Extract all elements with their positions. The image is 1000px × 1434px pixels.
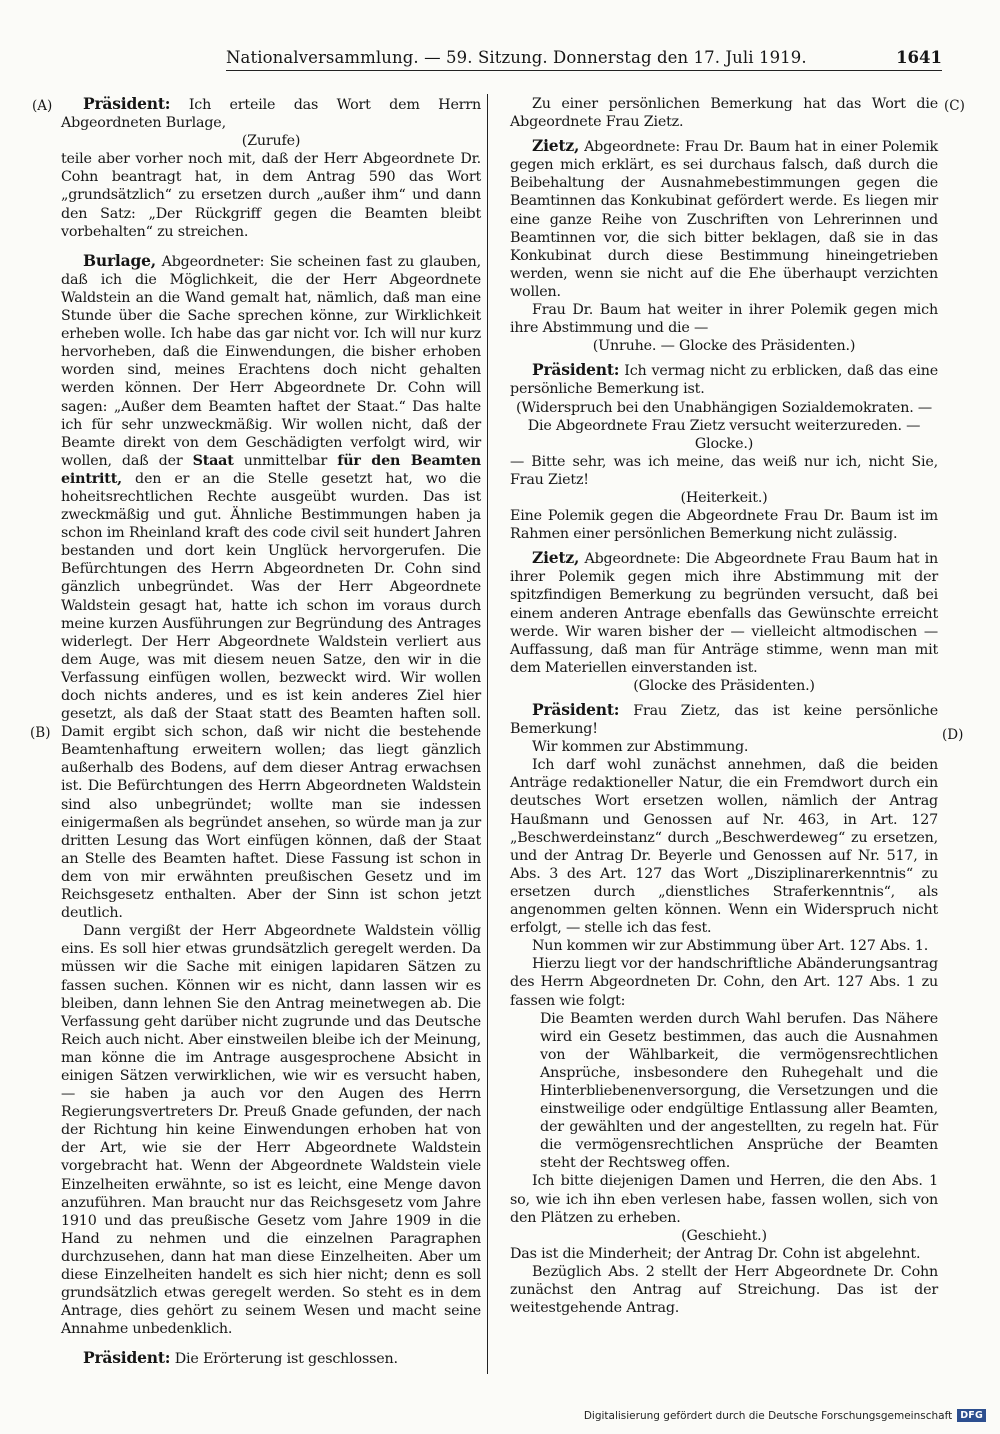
paragraph: Präsident: Ich vermag nicht zu erblicken, daß das eine persönliche Bemerkung ist. — [510, 360, 938, 398]
bold-emphasis: Staat — [192, 452, 234, 469]
bold-emphasis: für den Beamten eintritt, — [61, 452, 481, 487]
paragraph: Das ist die Minderheit; der Antrag Dr. Cohn ist abgelehnt. — [510, 1245, 921, 1262]
running-header — [226, 46, 942, 74]
stage-direction: (Geschieht.) — [681, 1227, 767, 1244]
paragraph: Frau Dr. Baum hat weiter in ihrer Polemik gegen mich ihre Abstimmung und die — — [510, 302, 938, 337]
header-rule — [226, 70, 942, 71]
stage-direction: (Heiterkeit.) — [680, 489, 768, 506]
paragraph: Zietz, Abgeordnete: Die Abgeordnete Frau Baum hat in ihrer Polemik gegen mich ihre Abstimmung mit der spitzfindigen Bemerkung zu begründen versucht, daß bei einem anderen Antrage ebenfalls das Gewünschte erreicht werde. Wir waren bisher der — vielleicht altmodischen — Auffassung, daß man für Anträge stimme, wenn man mit dem Materiellen einverstanden ist. — [510, 548, 938, 676]
digitization-credit — [584, 1409, 986, 1422]
paragraph: Burlage, Abgeordneter: Sie scheinen fast zu glauben, daß ich die Möglichkeit, die der Herr Abgeordnete Waldstein an die Wand gemalt hat, nämlich, daß man eine Stunde über die Sache sprechen könne, zur Wirklichkeit erheben wolle. Ich habe das gar nicht vor. Ich will nur kurz hervorheben, daß die Einwendungen, die bisher erhoben worden sind, meines Erachtens doch nicht gehalten werden können. Der Herr Abgeordnete Dr. Cohn will sagen: „Außer dem Beamten haftet der Staat.“ Das halte ich für sehr unzweckmäßig. Wir wollen nicht, daß der Beamte direkt von dem Geschädigten verfolgt wird, wir wollen, daß der Staat unmittelbar für den Beamten eintritt, den er an die Stelle gesetzt hat, wo die hoheitsrechtlichen Rechte ausgeübt wurden. Das ist zweckmäßig und gut. Ähnliche Bestimmungen haben ja schon im Rheinland kraft des code civil seit hundert Jahren bestanden und dort kein Unglück hervorgerufen. Die Befürchtungen des Herrn Abgeordneten Dr. Cohn sind gänzlich unbegründet. Was der Herr Abgeordnete Waldstein gesagt hat, hatte ich schon im voraus durch meine kurzen Ausführungen zur Begründung des Antrages widerlegt. Der Herr Abgeordnete Waldstein verliert aus dem Auge, was mit diesem neuen Satze, den wir in die Verfassung einfügen wollen, bezweckt wird. Wir wollen doch nichts anderes, und es ist kein anderes Ziel hier gesetzt, als daß der Staat statt des Beamten haften soll. Damit ergibt sich schon, daß wir nicht die bestehende Beamtenhaftung erweitern wollen; das liegt gänzlich außerhalb des Bodens, auf dem dieser Antrag erwachsen ist. Die Befürchtungen des Herrn Abgeordneten Waldstein sind also unbegründet; wollte man sie indessen einigermaßen als begründet ansehen, so würde man ja zur dritten Lesung das Wort einfügen können, daß der Staat an Stelle des Beamten haftet. Diese Fassung ist schon in dem von mir erwähnten preußischen Gesetz und im Reichsgesetz enthalten. Aber der Sinn ist schon jetzt deutlich. — [61, 250, 481, 922]
stage-direction: (Glocke des Präsidenten.) — [633, 677, 815, 694]
left-column — [61, 95, 481, 1368]
stage-direction: (Widerspruch bei den Unabhängigen Sozialdemokraten. — Die Abgeordnete Frau Zietz versucht weiterzureden. — Glocke.) — [516, 399, 932, 452]
right-column — [510, 95, 938, 1317]
margin-mark-c: (C) — [944, 98, 965, 114]
stage-direction: (Unruhe. — Glocke des Präsidenten.) — [592, 338, 856, 355]
paragraph: — Bitte sehr, was ich meine, das weiß nur ich, nicht Sie, Frau Zietz! — [510, 453, 938, 488]
speaker-name: Präsident: — [532, 700, 620, 719]
paragraph: Präsident: Frau Zietz, das ist keine persönliche Bemerkung! — [510, 700, 938, 738]
header-title: Nationalversammlung. — 59. Sitzung. Donnerstag den 17. Juli 1919. — [226, 48, 807, 67]
paragraph: Präsident: Die Erörterung ist geschlossen. — [83, 1348, 398, 1368]
paragraph: teile aber vorher noch mit, daß der Herr Abgeordnete Dr. Cohn beantragt hat, in dem Antrag 590 das Wort „grundsätzlich“ zu ersetzen durch „außer ihm“ und dann den Satz: „Der Rückgriff gegen die Beamten bleibt vorbehalten“ zu streichen. — [61, 151, 481, 240]
paragraph: Hierzu liegt vor der handschriftliche Abänderungsantrag des Herrn Abgeordneten Dr. Cohn, den Art. 127 Abs. 1 zu fassen wie folgt: — [510, 956, 938, 1009]
speaker-name: Präsident: — [532, 360, 620, 380]
page-number: 1641 — [896, 48, 942, 67]
speaker-name: Präsident: — [83, 1348, 171, 1368]
stage-direction: (Zurufe) — [241, 133, 301, 150]
paragraph: Zietz, Abgeordnete: Frau Dr. Baum hat in einer Polemik gegen mich erklärt, es sei durchaus falsch, daß durch die Beibehaltung der Ausnahmebestimmungen gegen die Beamtinnen das Konkubinat gefördert werde. Es liegen mir eine ganze Reihe von Zuschriften von Lehrerinnen und Beamtinnen vor, die sich bitter beklagen, daß sie in das Konkubinat durch diese Bestimmung hineingetrieben werden, wenn sie nicht auf die Ehe überhaupt verzichten wollen. — [510, 136, 938, 300]
paragraph: Präsident: Ich erteile das Wort dem Herrn Abgeordneten Burlage, — [61, 94, 481, 132]
speaker-name: Burlage, — [83, 250, 156, 270]
paragraph: Ich bitte diejenigen Damen und Herren, die den Abs. 1 so, wie ich ihn eben verlesen habe, fassen wollen, sich von den Plätzen zu erheben. — [510, 1173, 938, 1226]
dfg-logo: DFG — [957, 1409, 986, 1422]
margin-mark-d: (D) — [942, 727, 964, 743]
margin-mark-a: (A) — [32, 98, 53, 114]
paragraph: Ich darf wohl zunächst annehmen, daß die beiden Anträge redaktioneller Natur, die ein Fremdwort durch ein deutsches Wort ersetzen wollen, nämlich der Antrag Haußmann und Genossen auf Nr. 463, in Art. 127 „Beschwerdeinstanz“ durch „Beschwerdeweg“ zu ersetzen, und der Antrag Dr. Beyerle und Genossen auf Nr. 517, in Abs. 3 des Art. 127 das Wort „Disziplinarerkenntnis“ zu ersetzen durch „dienstliches Straferkenntnis“, als angenommen gelten können. Wenn ein Widerspruch nicht erfolgt, — stelle ich das fest. — [510, 757, 938, 937]
paragraph: Bezüglich Abs. 2 stellt der Herr Abgeordnete Dr. Cohn zunächst den Antrag auf Streichung. Das ist der weitestgehende Antrag. — [510, 1263, 938, 1317]
speaker-name: Präsident: — [83, 94, 171, 113]
speaker-name: Zietz, — [532, 136, 580, 156]
paragraph: Eine Polemik gegen die Abgeordnete Frau Dr. Baum ist im Rahmen einer persönlichen Bemerkung nicht zulässig. — [510, 508, 938, 543]
column-divider — [487, 94, 488, 1374]
paragraph: Zu einer persönlichen Bemerkung hat das Wort die Abgeordnete Frau Zietz. — [510, 96, 938, 131]
paragraph: Wir kommen zur Abstimmung. — [532, 739, 749, 756]
quoted-amendment: Die Beamten werden durch Wahl berufen. Das Nähere wird ein Gesetz bestimmen, das auch die Ausnahmen von der Wählbarkeit, die vermögensrechtlichen Ansprüche, insbesondere den Ruhegehalt und die Hinterbliebenenversorgung, die Versetzungen und die einstweilige oder endgültige Entlassung aller Beamten, der gewählten und der angestellten, zu regeln hat. Für die vermögensrechtlichen Ansprüche der Beamten steht der Rechtsweg offen. — [540, 1010, 938, 1172]
credit-text: Digitalisierung gefördert durch die Deutsche Forschungsgemeinschaft — [583, 1409, 953, 1422]
speaker-name: Zietz, — [532, 548, 580, 568]
paragraph: Nun kommen wir zur Abstimmung über Art. 127 Abs. 1. — [532, 938, 929, 955]
margin-mark-b: (B) — [30, 725, 51, 741]
paragraph: Dann vergißt der Herr Abgeordnete Waldstein völlig eins. Es soll hier etwas grundsätzlich geregelt werden. Da müssen wir die Sache mit einigen lapidaren Sätzen zu fassen suchen. Können wir es nicht, dann lassen wir es bleiben, dann lehnen Sie den Antrag meinetwegen ab. Die Verfassung geht darüber nicht zugrunde und das Deutsche Reich auch nicht. Aber einstweilen bleibe ich der Meinung, man könne die im Antrage ausgesprochene Absicht in einigen Sätzen verwirklichen, wie wir es versucht haben, — sie haben ja auch vor den Augen des Herrn Regierungsvertreters Dr. Preuß Gnade gefunden, der nach der Richtung hin keine Einwendungen erhoben hat von der Art, wie sie der Herr Abgeordnete Waldstein vorgebracht hat. Wenn der Abgeordnete Waldstein viele Einzelheiten erwähnte, so ist es leicht, eine Menge davon anzuführen. Man braucht nur das Reichsgesetz vom Jahre 1910 und das preußische Gesetz vom Jahre 1909 in die Hand zu nehmen und die einzelnen Paragraphen durchzusehen, dann hat man diese Einzelheiten. Aber um diese Einzelheiten handelt es sich hier nicht; denn es soll grundsätzlich etwas geregelt werden. So steht es in dem Antrage, dies gehört zu seinem Wesen und macht seine Annahme unbedenklich. — [61, 923, 481, 1338]
